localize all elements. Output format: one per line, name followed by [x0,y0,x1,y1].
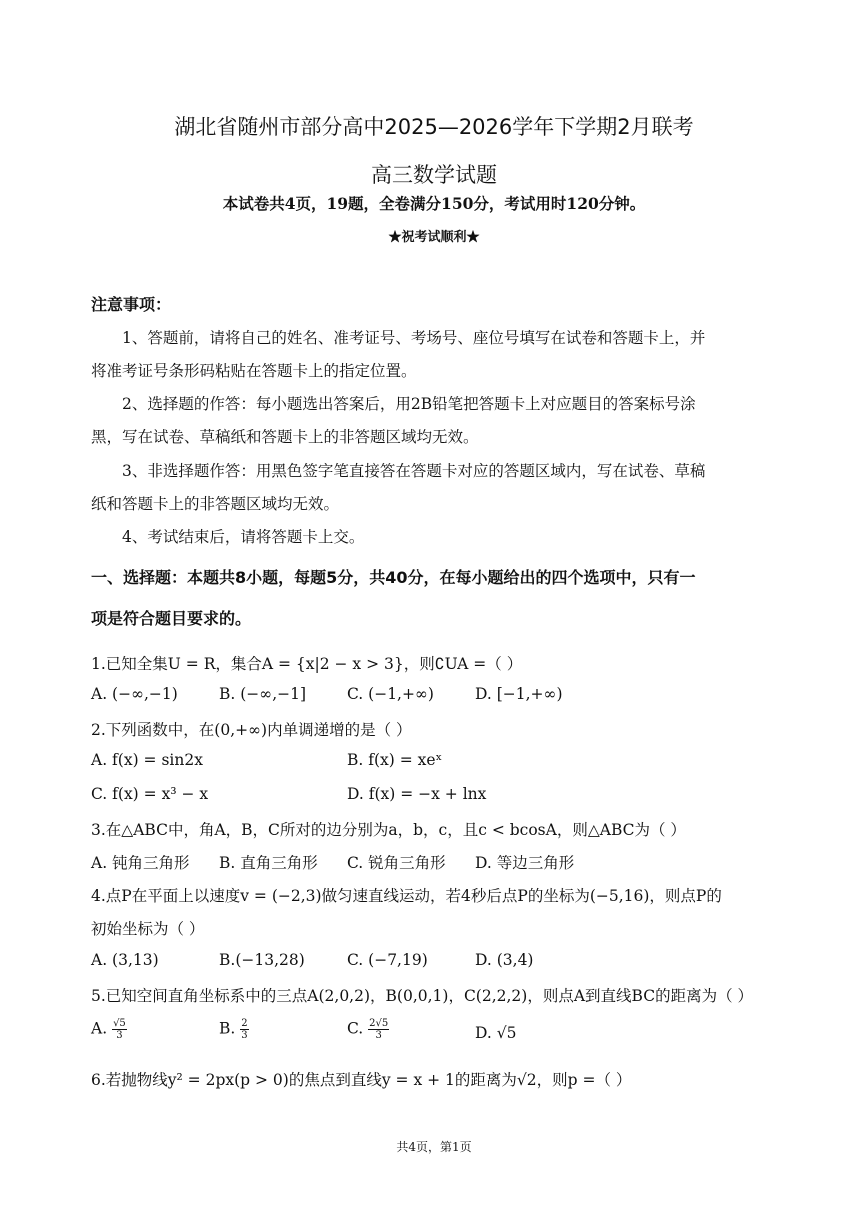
question-4-option-a: A. (3,13) [91,951,159,969]
notice-item-3-line2: 纸和答题卡上的非答题区域均无效。 [91,495,340,513]
notice-item-1-line2: 将准考证号条形码粘贴在答题卡上的指定位置。 [91,362,417,380]
page-footer: 共4页，第1页 [396,1140,472,1154]
question-3-option-b: B. 直角三角形 [219,854,318,872]
numerator: 2 [241,1018,248,1029]
question-4-stem-line1: 4.点P在平面上以速度v = (−2,3)做匀速直线运动，若4秒后点P的坐标为(−5,16)，则点P的 [91,887,722,905]
fraction [112,1018,127,1041]
denominator: 3 [116,1030,123,1041]
question-2-option-d: D. f(x) = −x + lnx [347,785,487,803]
question-1-stem: 1.已知全集U = R，集合A = {x|2 − x > 3}，则∁UA =（ ） [91,655,523,673]
question-3-option-d: D. 等边三角形 [475,854,575,872]
option-a-label: A. [91,1019,108,1038]
question-4-option-c: C. (−7,19) [347,951,428,969]
exam-subtitle: 高三数学试题 [371,163,497,187]
question-1-option-c: C. (−1,+∞) [347,685,434,703]
denominator: 3 [375,1030,382,1041]
section-1-heading-line2: 项是符合题目要求的。 [91,609,252,628]
exam-title: 湖北省随州市部分高中2025—2026学年下学期2月联考 [174,115,694,139]
notice-item-3-line1: 3、非选择题作答：用黑色签字笔直接答在答题卡对应的答题区域内，写在试卷、草稿 [122,462,706,480]
good-luck-line: ★祝考试顺利★ [388,230,480,245]
notice-item-2-line2: 黑，写在试卷、草稿纸和答题卡上的非答题区域均无效。 [91,428,479,446]
question-1-option-d: D. [−1,+∞) [475,685,563,703]
notice-item-4: 4、考试结束后，请将答题卡上交。 [122,528,365,546]
question-3-option-c: C. 锐角三角形 [347,854,446,872]
question-2-stem: 2.下列函数中，在(0,+∞)内单调递增的是（ ） [91,721,412,739]
notice-title: 注意事项： [91,295,172,314]
question-3-stem: 3.在△ABC中，角A，B，C所对的边分别为a，b，c，且c < bcosA，则△ABC为（ ） [91,821,686,839]
question-5-option-d: D. √5 [475,1024,517,1042]
question-2-option-c: C. f(x) = x³ − x [91,785,209,803]
option-c-label: C. [347,1019,364,1038]
question-6-stem: 6.若抛物线y² = 2px(p > 0)的焦点到直线y = x + 1的距离为√2，则p =（ ） [91,1071,632,1089]
numerator: √5 [113,1018,126,1029]
section-1-heading-line1: 一、选择题：本题共8小题，每题5分，共40分，在每小题给出的四个选项中，只有一 [91,568,696,587]
notice-item-1-line1: 1、答题前，请将自己的姓名、准考证号、考场号、座位号填写在试卷和答题卡上，并 [122,329,706,347]
question-5-option-b [219,1018,249,1041]
denominator: 3 [241,1030,248,1041]
fraction [368,1018,389,1041]
question-1-option-a: A. (−∞,−1) [91,685,178,703]
numerator: 2√5 [369,1018,389,1029]
option-b-label: B. [219,1019,236,1038]
question-2-option-b: B. f(x) = xeˣ [347,751,443,769]
question-4-option-d: D. (3,4) [475,951,534,969]
question-5-option-a [91,1018,127,1041]
notice-item-2-line1: 2、选择题的作答：每小题选出答案后，用2B铅笔把答题卡上对应题目的答案标号涂 [122,395,696,413]
question-5-stem: 5.已知空间直角坐标系中的三点A(2,0,2)，B(0,0,1)，C(2,2,2)，则点A到直线BC的距离为（ ） [91,987,753,1005]
question-3-option-a: A. 钝角三角形 [91,854,190,872]
question-2-option-a: A. f(x) = sin2x [91,751,203,769]
question-1-option-b: B. (−∞,−1] [219,685,307,703]
question-4-stem-line2: 初始坐标为（ ） [91,920,205,938]
fraction [240,1018,248,1041]
question-4-option-b: B.(−13,28) [219,951,305,969]
question-5-option-c [347,1018,389,1041]
exam-info: 本试卷共4页，19题，全卷满分150分，考试用时120分钟。 [222,194,646,213]
